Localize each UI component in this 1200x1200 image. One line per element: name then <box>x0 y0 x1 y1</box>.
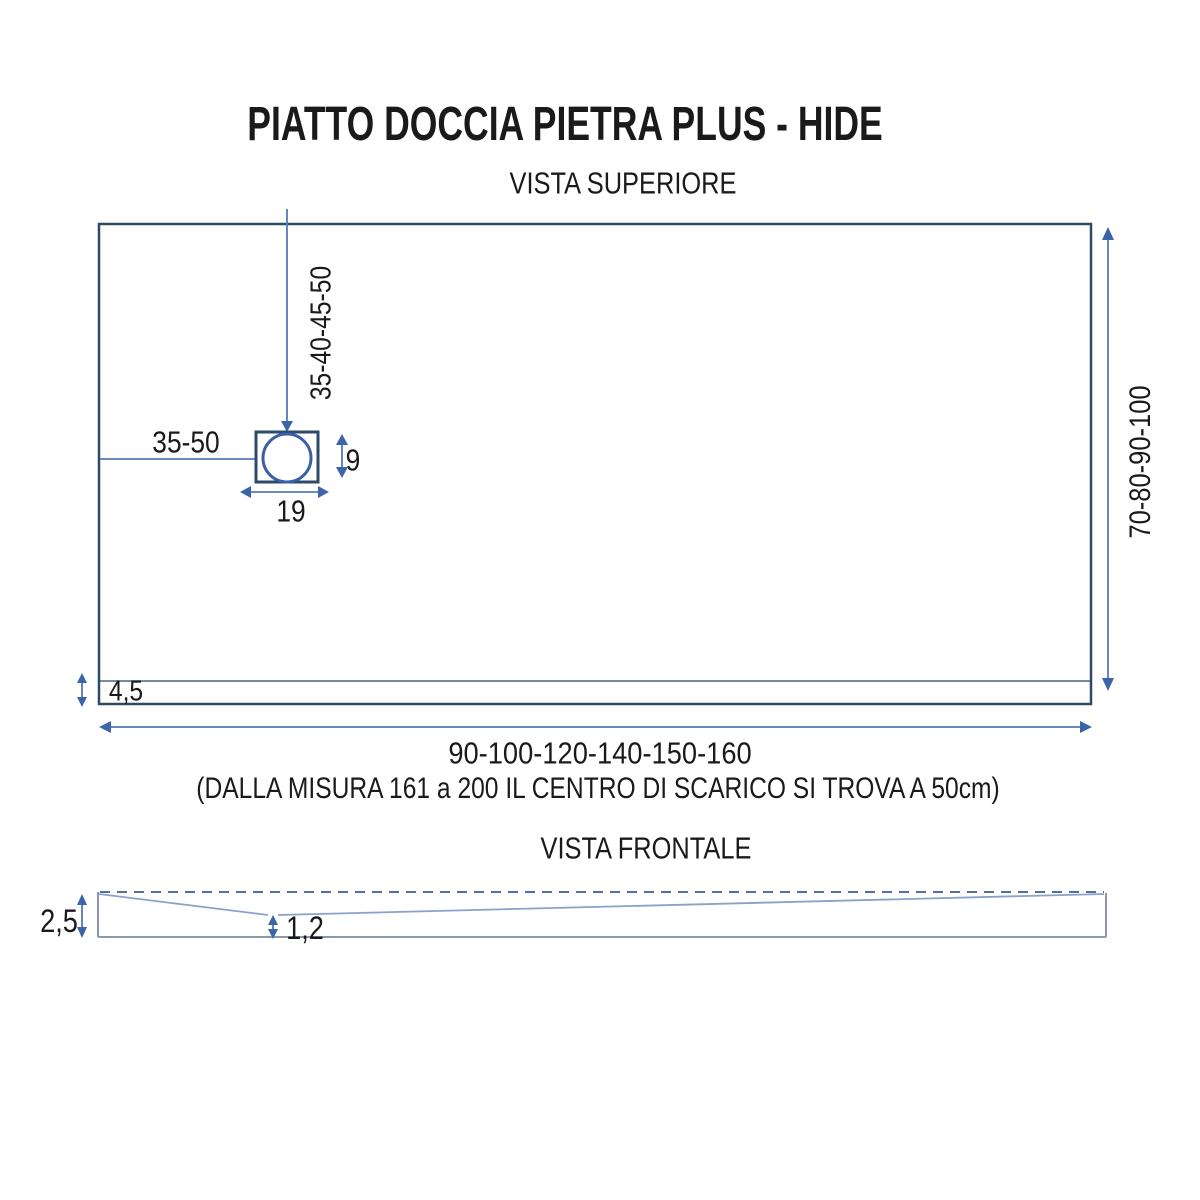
tray-width-label: 90-100-120-140-150-160 <box>448 735 752 771</box>
drain-width-label: 19 <box>276 493 306 529</box>
edge-height-label: 2,5 <box>40 903 78 939</box>
diagram-title: PIATTO DOCCIA PIETRA PLUS - HIDE <box>247 98 883 151</box>
drain-square <box>256 432 318 482</box>
center-thickness-arrow <box>268 915 278 939</box>
drain-height-label: 9 <box>345 442 361 478</box>
front-view-label: VISTA FRONTALE <box>540 830 752 866</box>
front-view-drawing <box>77 892 1106 939</box>
floor-slope-right <box>278 894 1104 915</box>
tray-outline <box>99 224 1091 704</box>
top-view-label: VISTA SUPERIORE <box>509 165 737 201</box>
border-height-label: 4,5 <box>108 675 144 708</box>
edge-height-arrow <box>77 894 87 938</box>
drain-position-note: (DALLA MISURA 161 a 200 IL CENTRO DI SCARICO SI TROVA A 50cm) <box>196 772 1000 805</box>
tray-depth-label: 70-80-90-100 <box>1124 385 1157 539</box>
top-view-drawing <box>77 209 1114 733</box>
border-height-arrow <box>77 673 87 707</box>
tray-width-arrow <box>99 721 1092 733</box>
center-thickness-label: 1,2 <box>286 910 324 946</box>
drain-offset-left-label: 35-50 <box>152 424 220 460</box>
tray-depth-arrow <box>1102 227 1114 691</box>
floor-slope-left <box>99 894 268 915</box>
drain-offset-top-label: 35-40-45-50 <box>305 265 338 401</box>
